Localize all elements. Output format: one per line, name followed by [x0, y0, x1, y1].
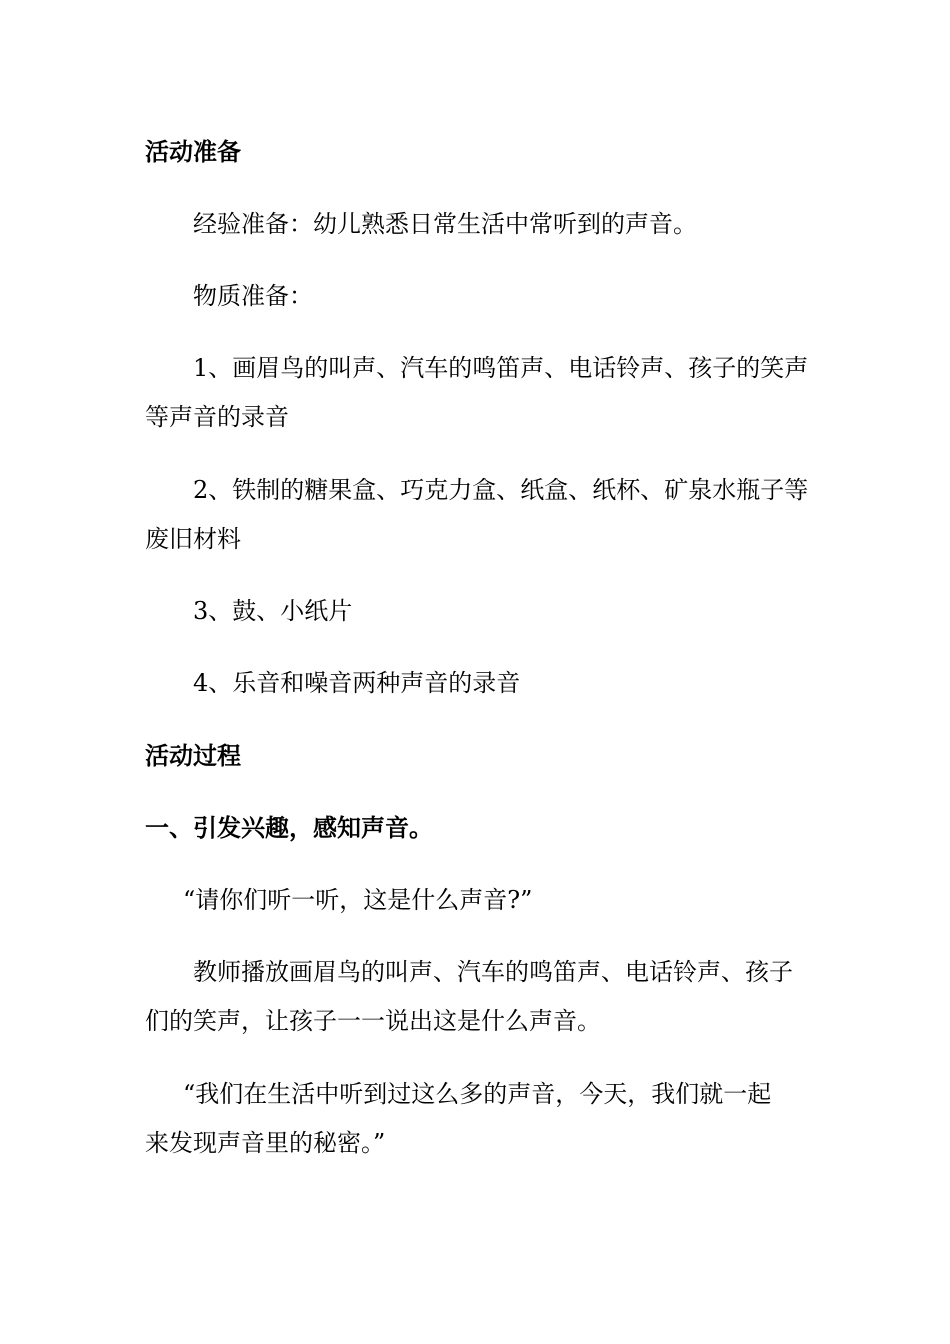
- paragraph-1-line-1: 教师播放画眉鸟的叫声、汽车的鸣笛声、电话铃声、孩子: [193, 958, 793, 986]
- quote-2-line-2: 来发现声音里的秘密。”: [145, 1129, 386, 1157]
- paragraph-material-prep: 物质准备：: [193, 282, 313, 310]
- quote-2-line-1: “我们在生活中听到过这么多的声音，今天，我们就一起: [183, 1080, 772, 1108]
- paragraph-experience-prep: 经验准备：幼儿熟悉日常生活中常听到的声音。: [193, 210, 697, 238]
- material-item-3: 3、鼓、小纸片: [193, 597, 353, 625]
- material-item-1-line-1: 1、画眉鸟的叫声、汽车的鸣笛声、电话铃声、孩子的笑声: [193, 354, 809, 382]
- material-item-2-line-2: 废旧材料: [145, 525, 241, 553]
- heading-activity-process: 活动过程: [145, 742, 241, 770]
- material-item-4: 4、乐音和噪音两种声音的录音: [193, 669, 521, 697]
- material-item-1-line-2: 等声音的录音: [145, 403, 289, 431]
- quote-1: “请你们听一听，这是什么声音?”: [183, 886, 533, 914]
- section-1-title: 一、引发兴趣，感知声音。: [145, 814, 433, 842]
- material-item-2-line-1: 2、铁制的糖果盒、巧克力盒、纸盒、纸杯、矿泉水瓶子等: [193, 476, 809, 504]
- heading-activity-preparation: 活动准备: [145, 138, 241, 166]
- paragraph-1-line-2: 们的笑声，让孩子一一说出这是什么声音。: [145, 1007, 601, 1035]
